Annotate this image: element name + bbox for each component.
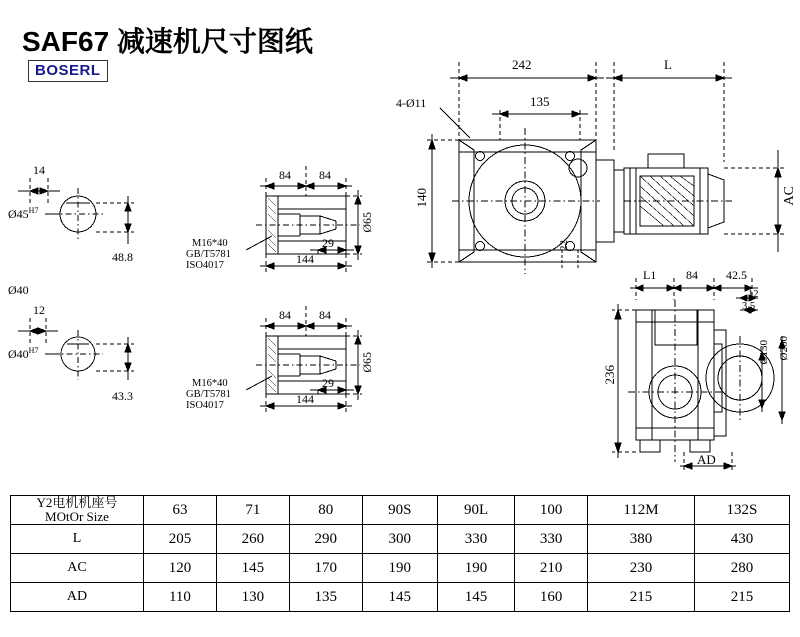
table-cell: 215 — [694, 583, 789, 612]
thread-note-bottom: M16*40 — [192, 378, 228, 389]
dim-4-hole: 4-Ø11 — [396, 96, 427, 110]
table-cell: 205 — [144, 525, 217, 554]
dim-bore-alt: Ø40 — [8, 283, 29, 297]
table-cell: 215 — [588, 583, 695, 612]
table-header-line2: MOtOr Size — [45, 509, 109, 524]
table-cell: 145 — [437, 583, 514, 612]
standard-note-bottom-1: GB/T5781 — [186, 389, 231, 400]
dim-22: 22 — [558, 240, 570, 251]
table-cell: 145 — [216, 554, 289, 583]
table-row — [11, 554, 790, 583]
dim-key-width-top: 14 — [33, 163, 45, 177]
table-cell: 170 — [289, 554, 362, 583]
dim-dia200: Ø200 — [778, 336, 790, 361]
dim-dia65-top: Ø65 — [360, 212, 374, 233]
table-cell: 190 — [437, 554, 514, 583]
table-cell: 380 — [588, 525, 695, 554]
row-label: AD — [11, 583, 144, 612]
dim-height-top: 48.8 — [112, 250, 133, 264]
dim-29-top: 29 — [322, 236, 334, 250]
dim-144-bottom: 144 — [296, 392, 314, 406]
dim-84-a-top: 84 — [279, 168, 291, 182]
table-cell: 210 — [515, 554, 588, 583]
standard-note-bottom-2: ISO4017 — [186, 400, 224, 411]
row-label: L — [11, 525, 144, 554]
table-cell: 330 — [437, 525, 514, 554]
table-row — [11, 583, 790, 612]
table-cell: 430 — [694, 525, 789, 554]
dim-84-b-bottom: 84 — [319, 308, 331, 322]
dim-key-width-bottom: 12 — [33, 303, 45, 317]
standard-note-top-1: GB/T5781 — [186, 249, 231, 260]
table-cell: 230 — [588, 554, 695, 583]
thread-note-top: M16*40 — [192, 238, 228, 249]
dim-144-top: 144 — [296, 252, 314, 266]
brand-logo: BOSERL — [28, 60, 108, 82]
table-cell: 135 — [289, 583, 362, 612]
table-cell: 300 — [362, 525, 437, 554]
dim-242: 242 — [512, 57, 532, 72]
size-cell: 63 — [144, 496, 217, 525]
dim-bore-top: $Ø45^{H7}$ — [8, 206, 39, 221]
table-cell: 190 — [362, 554, 437, 583]
dim-AD: AD — [697, 452, 716, 467]
dim-29-bottom: 29 — [322, 376, 334, 390]
dim-42-5: 42.5 — [726, 268, 747, 282]
size-cell: 71 — [216, 496, 289, 525]
dim-135: 135 — [530, 94, 550, 109]
table-cell: 330 — [515, 525, 588, 554]
table-cell: 130 — [216, 583, 289, 612]
dim-dia130: Ø130 — [758, 340, 770, 365]
table-cell: 145 — [362, 583, 437, 612]
size-cell: 90L — [437, 496, 514, 525]
table-cell: 290 — [289, 525, 362, 554]
table-header-line1: Y2电机机座号 — [36, 495, 118, 511]
dim-3-5: 3.5 — [742, 301, 756, 312]
dim-L: L — [664, 57, 672, 72]
table-cell: 120 — [144, 554, 217, 583]
dim-236: 236 — [602, 365, 617, 385]
table-cell: 160 — [515, 583, 588, 612]
standard-note-top-2: ISO4017 — [186, 260, 224, 271]
dim-height-bottom: 43.3 — [112, 389, 133, 403]
size-cell: 132S — [694, 496, 789, 525]
page-title: SAF67 减速机尺寸图纸 — [22, 26, 313, 57]
dim-84-a-bottom: 84 — [279, 308, 291, 322]
dim-AC: AC — [782, 186, 797, 206]
size-cell: 112M — [588, 496, 695, 525]
size-cell: 90S — [362, 496, 437, 525]
dim-dia65-bottom: Ø65 — [360, 352, 374, 373]
table-header-row — [11, 496, 790, 525]
size-cell: 80 — [289, 496, 362, 525]
dim-bore-bottom: $Ø40^{H7}$ — [8, 346, 39, 361]
table-header-label — [11, 496, 144, 525]
dim-140: 140 — [414, 188, 429, 208]
table-cell: 110 — [144, 583, 217, 612]
dim-12: 12 — [748, 289, 759, 300]
row-label: AC — [11, 554, 144, 583]
dim-84-b-top: 84 — [319, 168, 331, 182]
size-cell: 100 — [515, 496, 588, 525]
table-row — [11, 525, 790, 554]
table-cell: 280 — [694, 554, 789, 583]
dim-L1: L1 — [643, 268, 657, 282]
dim-84-br: 84 — [686, 268, 698, 282]
table-cell: 260 — [216, 525, 289, 554]
motor-size-table — [10, 495, 790, 612]
